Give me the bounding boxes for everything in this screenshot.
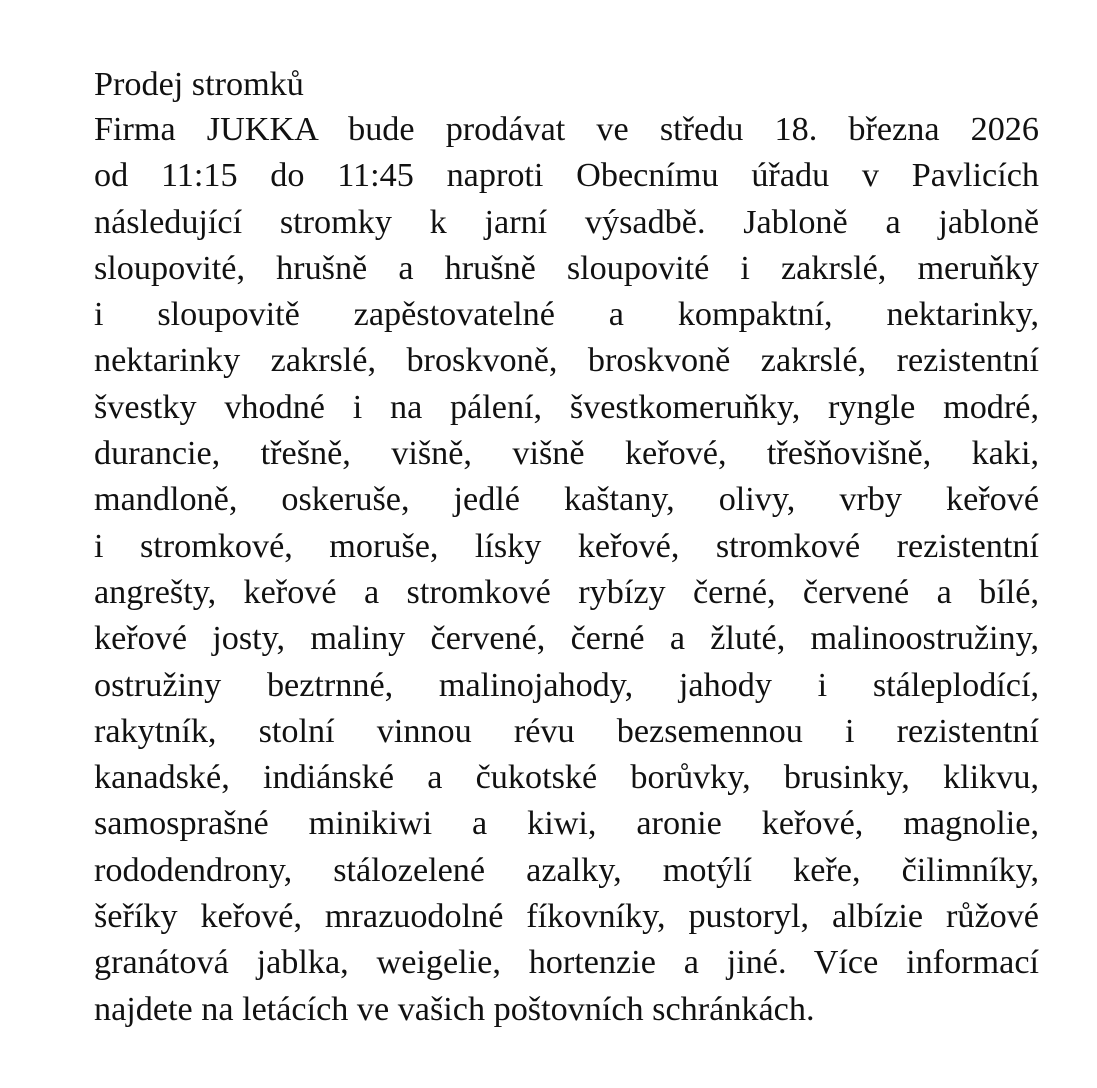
document <box>94 62 1039 1033</box>
body-line: angrešty, keřové a stromkové rybízy černé, červené a bílé, <box>94 573 1039 611</box>
body-line: samosprašné minikiwi a kiwi, aronie keřové, magnolie, <box>94 805 1039 843</box>
body-line: od 11:15 do 11:45 naproti Obecnímu úřadu v Pavlicích <box>94 157 1039 195</box>
body-line: sloupovité, hrušně a hrušně sloupovité i zakrslé, meruňky <box>94 249 1039 287</box>
body-line: švestky vhodné i na pálení, švestkomeruňky, ryngle modré, <box>94 388 1039 426</box>
body-line: ostružiny beztrnné, malinojahody, jahody i stáleplodící, <box>94 666 1039 704</box>
body-line: i stromkové, moruše, lísky keřové, stromkové rezistentní <box>94 527 1039 565</box>
body-line: granátová jablka, weigelie, hortenzie a jiné. Více informací <box>94 944 1039 982</box>
body-line: mandloně, oskeruše, jedlé kaštany, olivy, vrby keřové <box>94 481 1039 519</box>
body-line: Firma JUKKA bude prodávat ve středu 18. března 2026 <box>94 111 1039 148</box>
body-line: následující stromky k jarní výsadbě. Jabloně a jabloně <box>94 203 1039 241</box>
body-line: nektarinky zakrslé, broskvoně, broskvoně zakrslé, rezistentní <box>94 342 1039 380</box>
body-line: i sloupovitě zapěstovatelné a kompaktní, nektarinky, <box>94 296 1039 334</box>
body-line: keřové josty, maliny červené, černé a žluté, malinoostružiny, <box>94 620 1039 658</box>
document-body <box>94 107 1039 1033</box>
body-line: šeříky keřové, mrazuodolné fíkovníky, pustoryl, albízie růžové <box>94 898 1039 936</box>
body-line: rododendrony, stálozelené azalky, motýlí keře, čilimníky, <box>94 851 1039 889</box>
body-line: durancie, třešně, višně, višně keřové, třešňovišně, kaki, <box>94 435 1039 473</box>
body-line-last: najdete na letácích ve vašich poštovních schránkách. <box>94 990 815 1028</box>
document-title: Prodej stromků <box>94 66 304 103</box>
body-line: kanadské, indiánské a čukotské borůvky, brusinky, klikvu, <box>94 759 1039 797</box>
body-line: rakytník, stolní vinnou révu bezsemennou i rezistentní <box>94 712 1039 750</box>
